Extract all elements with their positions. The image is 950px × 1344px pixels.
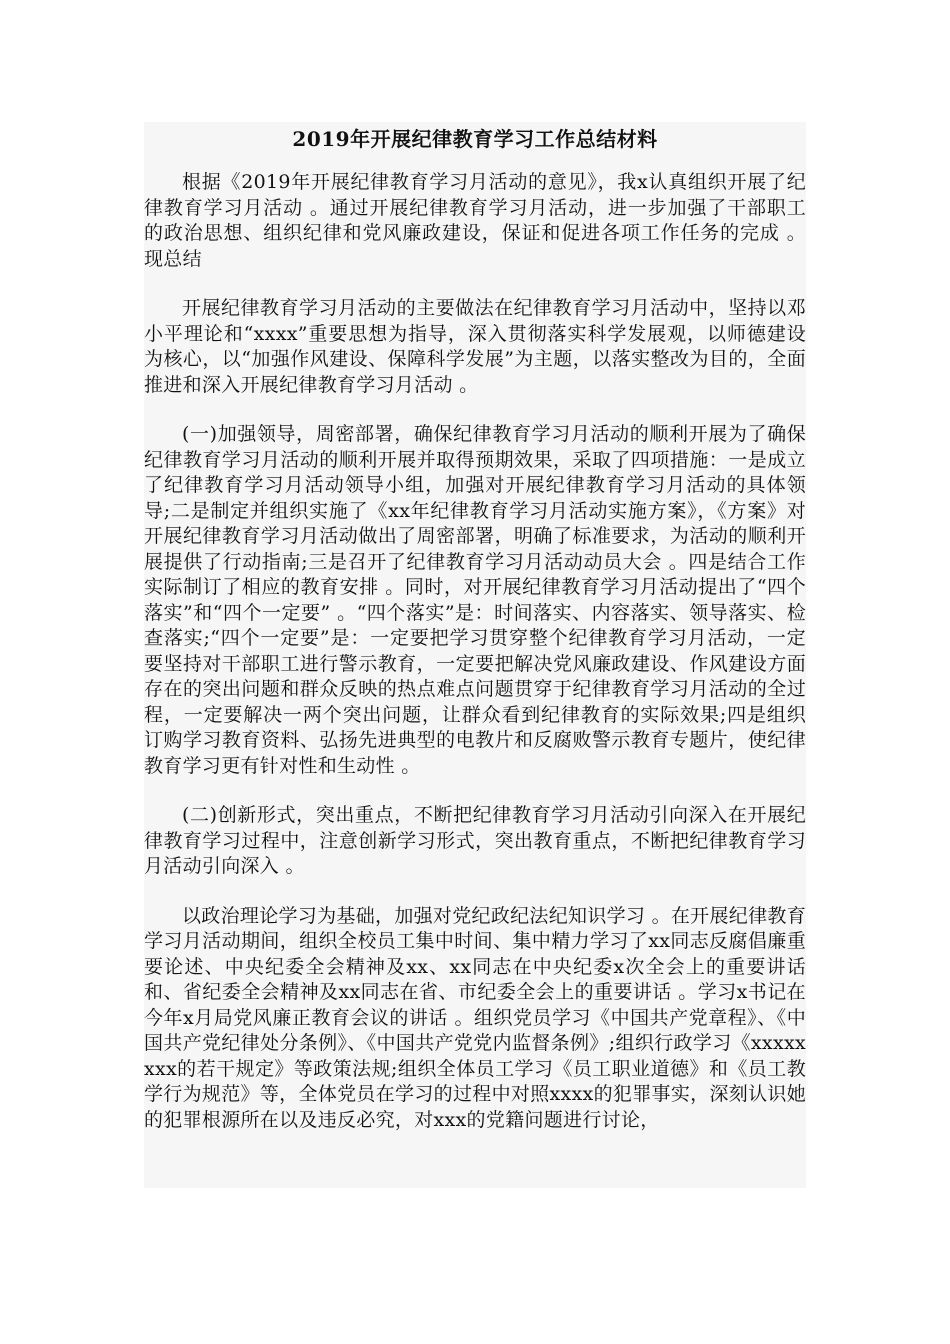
paragraph-intro: 根据《2019年开展纪律教育学习月活动的意见》，我x认真组织开展了纪律教育学习月活动 。通过开展纪律教育学习月活动，进一步加强了干部职工的政治思想、组织纪律和党风廉政建设，保证和促进各项工作任务的完成 。现总结 [144,171,806,270]
paragraph-section-2: (二)创新形式，突出重点，不断把纪律教育学习月活动引向深入在开展纪律教育学习过程中，注意创新学习形式，突出教育重点，不断把纪律教育学习月活动引向深入 。 [144,804,806,877]
paragraph-section-1: (一)加强领导，周密部署，确保纪律教育学习月活动的顺利开展为了确保纪律教育学习月活动的顺利开展并取得预期效果，采取了四项措施：一是成立了纪律教育学习月活动领导小组，加强对开展纪律教育学习月活动的具体领导;二是制定并组织实施了《xx年纪律教育学习月活动实施方案》，《方案》对开展纪律教育学习月活动做出了周密部署，明确了标准要求，为活动的顺利开展提供了行动指南;三是召开了纪律教育学习月活动动员大会 。四是结合工作实际制订了相应的教育安排 。同时，对开展纪律教育学习月活动提出了“四个落实”和“四个一定要” 。“四个落实”是：时间落实、内容落实、领导落实、检查落实;“四个一定要”是：一定要把学习贯穿整个纪律教育学习月活动，一定要坚持对干部职工进行警示教育，一定要把解决党风廉政建设、作风建设方面存在的突出问题和群众反映的热点难点问题贯穿于纪律教育学习月活动的全过程，一定要解决一两个突出问题，让群众看到纪律教育的实际效果;四是组织订购学习教育资料、弘扬先进典型的电教片和反腐败警示教育专题片，使纪律教育学习更有针对性和生动性 。 [144,423,806,777]
paragraph-theory-study: 以政治理论学习为基础，加强对党纪政纪法纪知识学习 。在开展纪律教育学习月活动期间，组织全校员工集中时间、集中精力学习了xx同志反腐倡廉重要论述、中央纪委全会精神及xx、xx同志在中央纪委x次全会上的重要讲话和、省纪委全会精神及xx同志在省、市纪委全会上的重要讲话 。学习x书记在今年x月局党风廉正教育会议的讲话 。组织党员学习《中国共产党章程》、《中国共产党纪律处分条例》、《中国共产党党内监督条例》;组织行政学习《xxxxxxxx的若干规定》等政策法规;组织全体员工学习《员工职业道德》和《员工教学行为规范》等，全体党员在学习的过程中对照xxxx的犯罪事实，深刻认识她的犯罪根源所在以及违反必究，对xxx的党籍问题进行讨论， [144,904,806,1131]
paragraph-main-approach: 开展纪律教育学习月活动的主要做法在纪律教育学习月活动中，坚持以邓小平理论和“xxxx”重要思想为指导，深入贯彻落实科学发展观，以师德建设为核心，以“加强作风建设、保障科学发展”为主题，以落实整改为目的，全面推进和深入开展纪律教育学习月活动 。 [144,297,806,396]
document-title: 2019年开展纪律教育学习工作总结材料 [292,127,658,151]
document-page [144,122,806,1188]
